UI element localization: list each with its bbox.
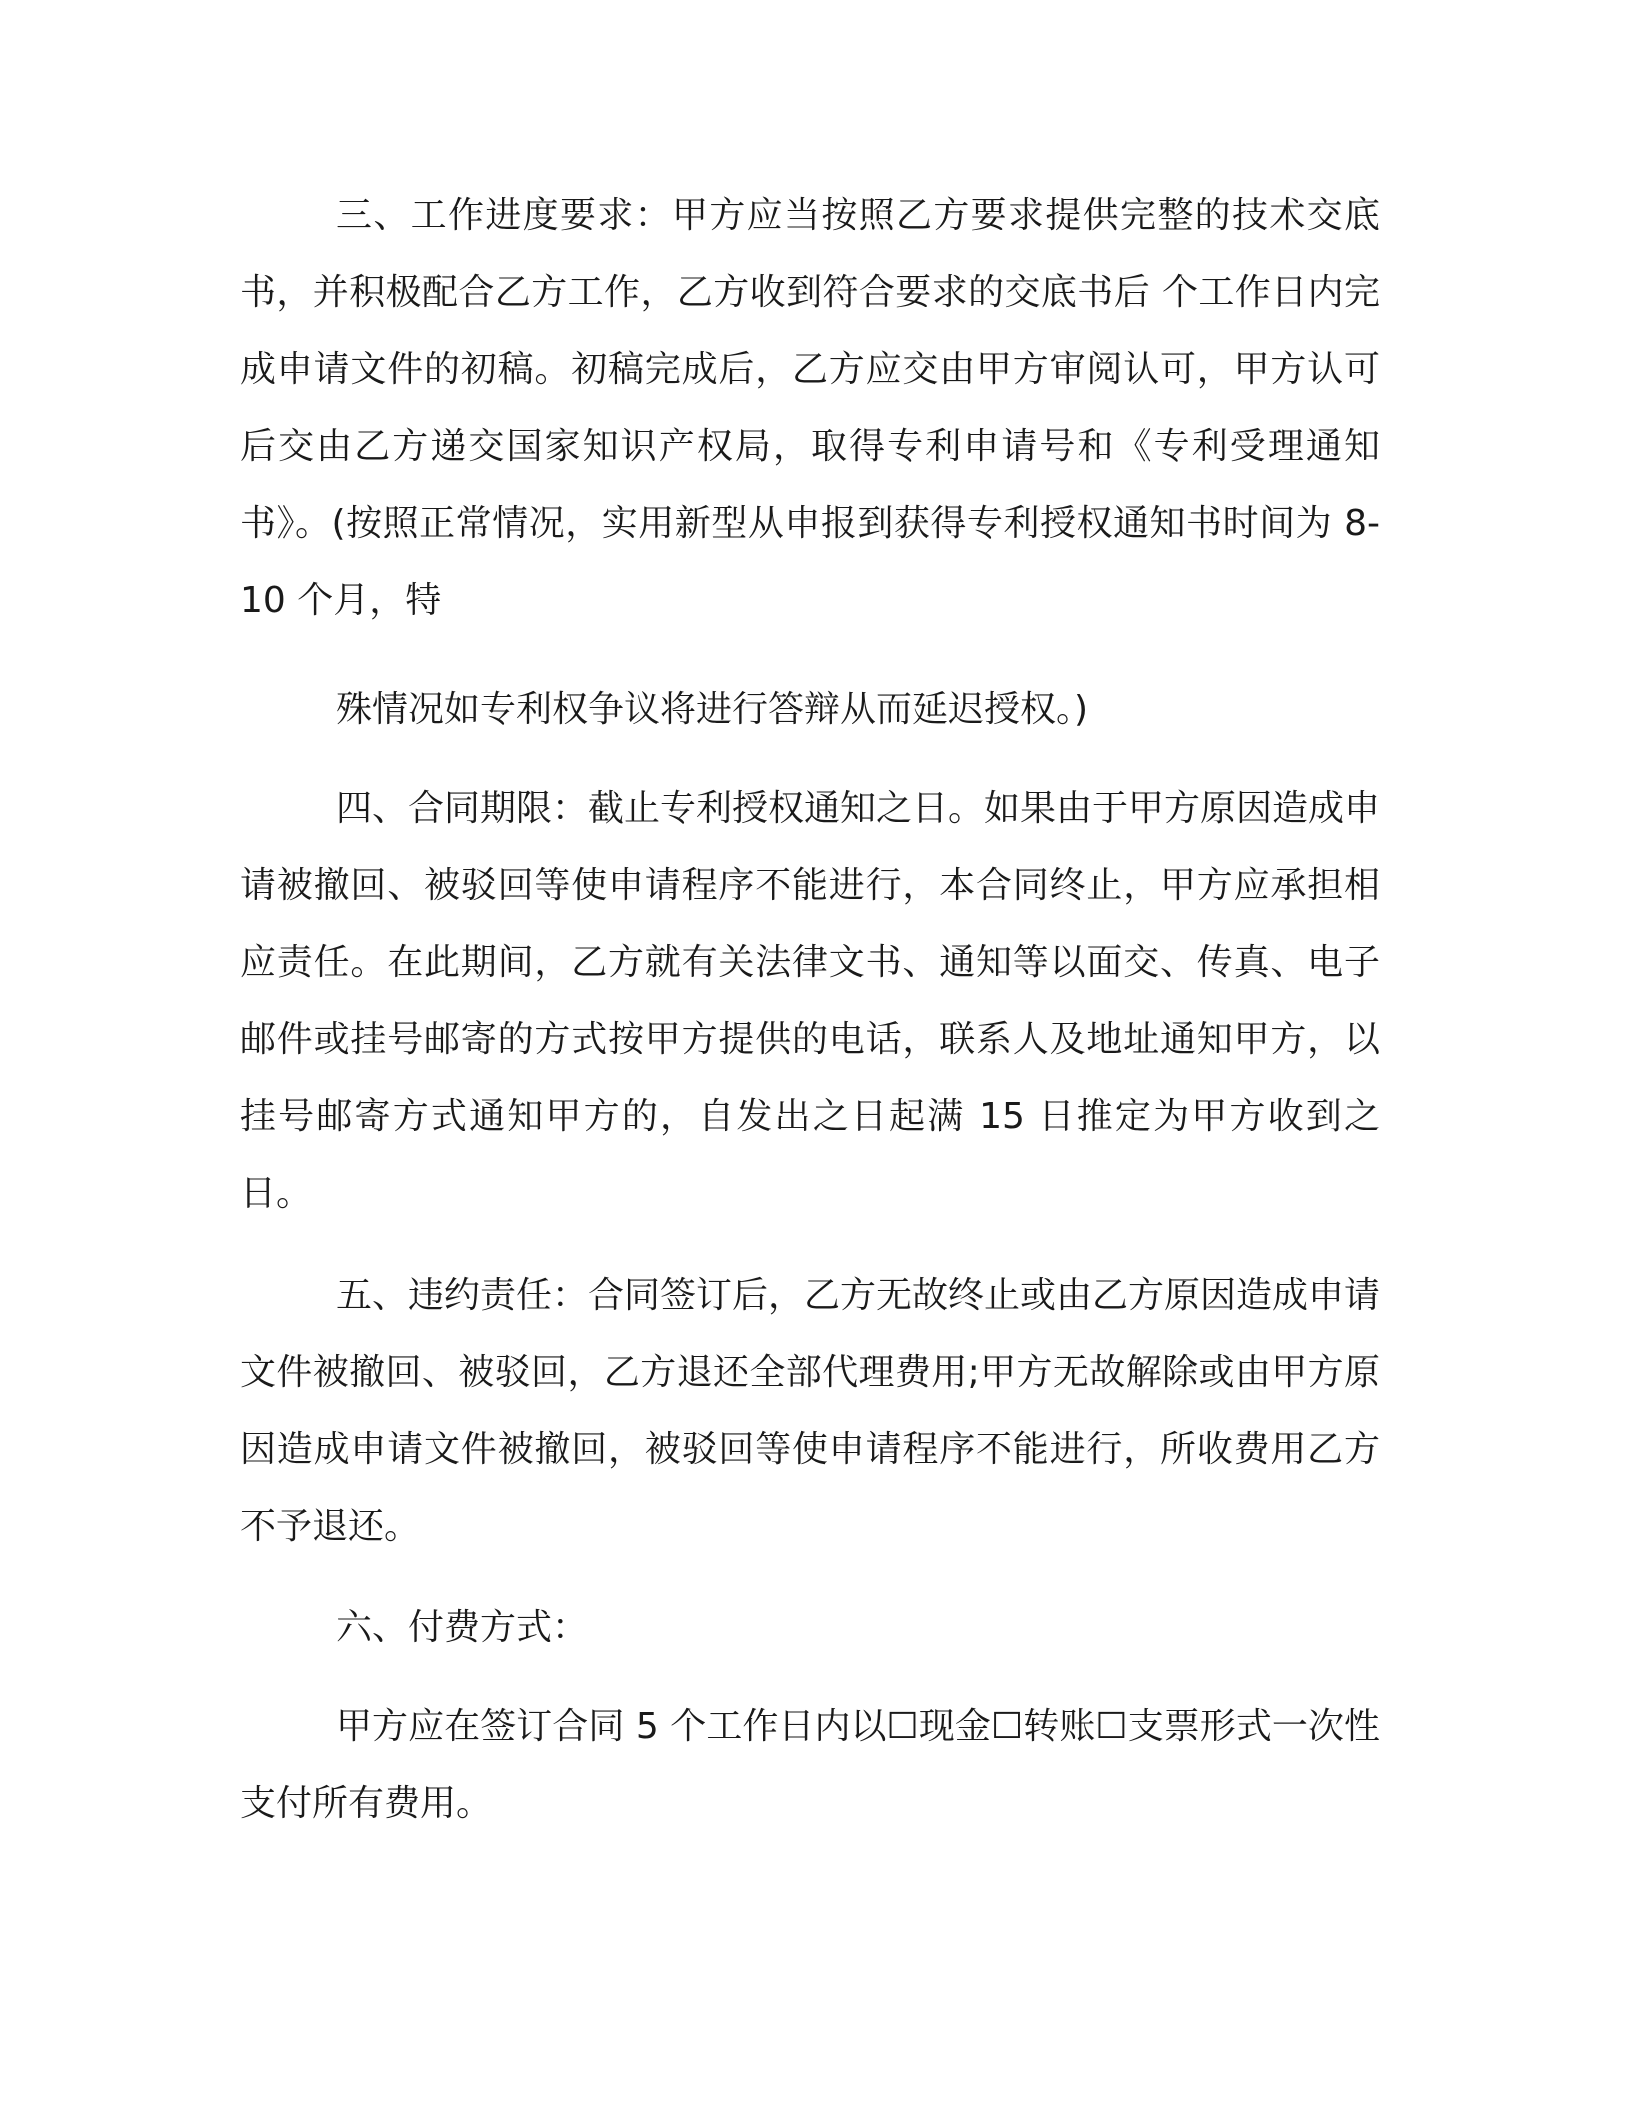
- paragraph-work-schedule: 三、工作进度要求：甲方应当按照乙方要求提供完整的技术交底书，并积极配合乙方工作，乙方收到符合要求的交底书后 个工作日内完成申请文件的初稿。初稿完成后，乙方应交由甲方审阅认可，甲方认可后交由乙方递交国家知识产权局，取得专利申请号和《专利受理通知书》。(按照正常情况，实用新型从申报到获得专利授权通知书时间为 8-10 个月，特: [240, 195, 1380, 621]
- paragraph-payment-terms: 甲方应在签订合同 5 个工作日内以☐现金☐转账☐支票形式一次性支付所有费用。: [240, 1706, 1380, 1824]
- paragraph-liability: 五、违约责任：合同签订后，乙方无故终止或由乙方原因造成申请文件被撤回、被驳回，乙方退还全部代理费用;甲方无故解除或由甲方原因造成申请文件被撤回，被驳回等使申请程序不能进行，所收费用乙方不予退还。: [240, 1275, 1381, 1547]
- paragraph-payment-heading: 六、付费方式：: [336, 1607, 589, 1648]
- paragraph-contract-term: 四、合同期限：截止专利授权通知之日。如果由于甲方原因造成申请被撤回、被驳回等使申请程序不能进行，本合同终止，甲方应承担相应责任。在此期间，乙方就有关法律文书、通知等以面交、传真、电子邮件或挂号邮寄的方式按甲方提供的电话，联系人及地址通知甲方，以挂号邮寄方式通知甲方的，自发出之日起满 15 日推定为甲方收到之日。: [240, 788, 1381, 1214]
- paragraph-work-schedule-continued: 殊情况如专利权争议将进行答辩从而延迟授权。): [336, 689, 1089, 730]
